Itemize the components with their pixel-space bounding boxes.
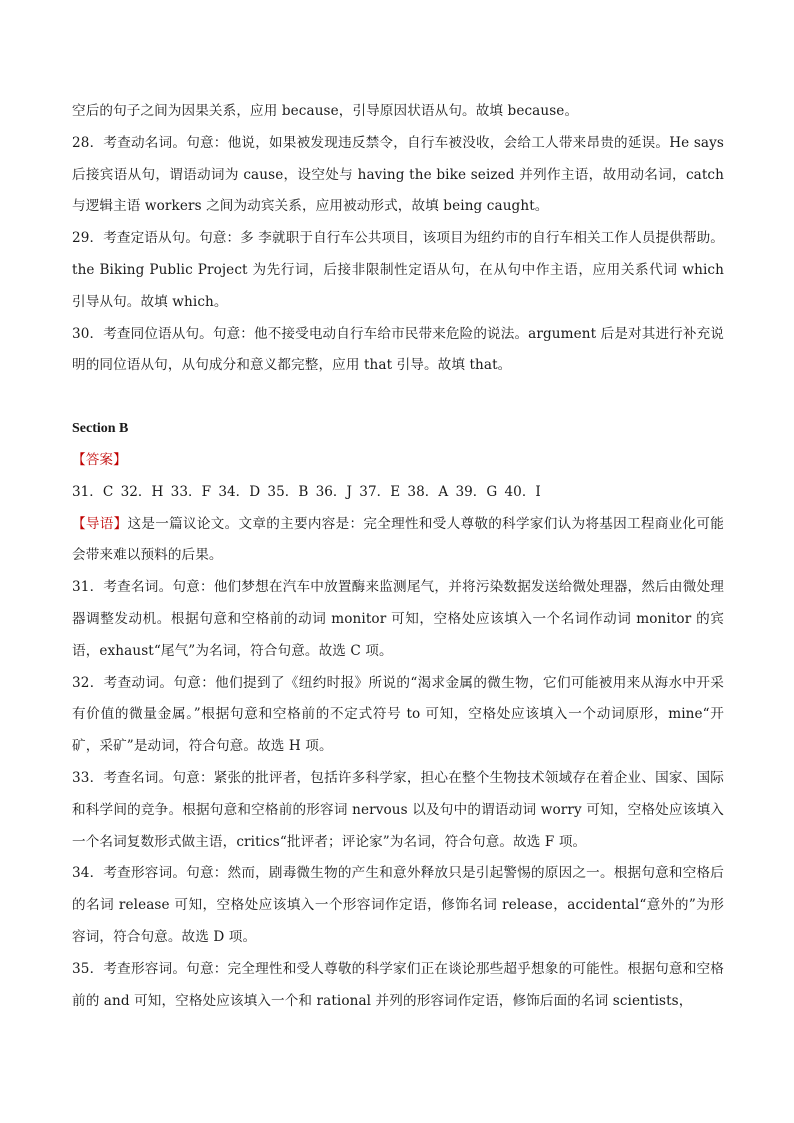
answer-label: 【答案】 <box>72 451 127 468</box>
paragraph-q34: 34．考查形容词。句意：然而，剧毒微生物的产生和意外释放只是引起警惕的原因之一。根据句意和空格后的名词 release 可知，空格处应该填入一个形容词作定语，修饰名词 release，accidental“意外的”为形容词，符合句意。故选 D 项。 <box>72 865 724 945</box>
guide-paragraph <box>72 509 724 573</box>
answer-label-line <box>72 445 724 477</box>
paragraph-q32: 32．考查动词。句意：他们提到了《纽约时报》所说的“渴求金属的微生物，它们可能被用来从海水中开采有价值的微量金属。”根据句意和空格前的不定式符号 to 可知，空格处应该填入一个动词原形，mine“开矿，采矿”是动词，符合句意。故选 H 项。 <box>72 674 724 755</box>
paragraph-q30: 30．考查同位语从句。句意：他不接受电动自行车给市民带来危险的说法。argument 后是对其进行补充说明的同位语从句，从句成分和意义都完整，应用 that 引导。故填 that。 <box>72 325 724 374</box>
guide-text: 这是一篇议论文。文章的主要内容是：完全理性和受人尊敬的科学家们认为将基因工程商业化可能会带来难以预料的后果。 <box>72 515 725 564</box>
document-page <box>72 96 724 1017</box>
paragraph-q28: 28．考查动名词。句意：他说，如果被发现违反禁令，自行车被没收，会给工人带来昂贵的延误。He says 后接宾语从句，谓语动词为 cause，设空处与 having the bike seized 并列作主语，故用动名词，catch 与逻辑主语 workers 之间为动宾关系，应用被动形式，故填 being caught。 <box>72 134 724 215</box>
paragraph-q29: 29．考查定语从句。句意：多 李就职于自行车公共项目，该项目为纽约市的自行车相关工作人员提供帮助。the Biking Public Project 为先行词，后接非限制性定语从句，在从句中作主语，应用关系代词 which 引导从句。故填 which。 <box>72 230 724 310</box>
paragraph-q35: 35．考查形容词。句意：完全理性和受人尊敬的科学家们正在谈论那些超乎想象的可能性。根据句意和空格前的 and 可知，空格处应该填入一个和 rational 并列的形容词作定语，修饰后面的名词 scientists， <box>72 960 724 1009</box>
section-title: Section B <box>72 421 129 437</box>
answers-line: 31．C 32．H 33．F 34．D 35．B 36．J 37．E 38．A 39．G 40．I <box>72 483 541 500</box>
paragraph-q33: 33．考查名词。句意：紧张的批评者，包括许多科学家，担心在整个生物技术领域存在着企业、国家、国际和科学间的竞争。根据句意和空格前的形容词 nervous 以及句中的谓语动词 worry 可知，空格处应该填入一个名词复数形式做主语，critics“批评者；评论家”为名词，符合句意。故选 F 项。 <box>72 769 724 850</box>
paragraph-q31: 31．考查名词。句意：他们梦想在汽车中放置酶来监测尾气，并将污染数据发送给微处理器，然后由微处理器调整发动机。根据句意和空格前的动词 monitor 可知，空格处应该填入一个名词作动词 monitor 的宾语，exhaust“尾气”为名词，符合句意。故选 C 项。 <box>72 579 724 659</box>
section-spacer <box>72 382 724 413</box>
paragraph-continuation: 空后的句子之间为因果关系，应用 because，引导原因状语从句。故填 because。 <box>72 103 579 119</box>
guide-label: 【导语】 <box>72 515 128 532</box>
